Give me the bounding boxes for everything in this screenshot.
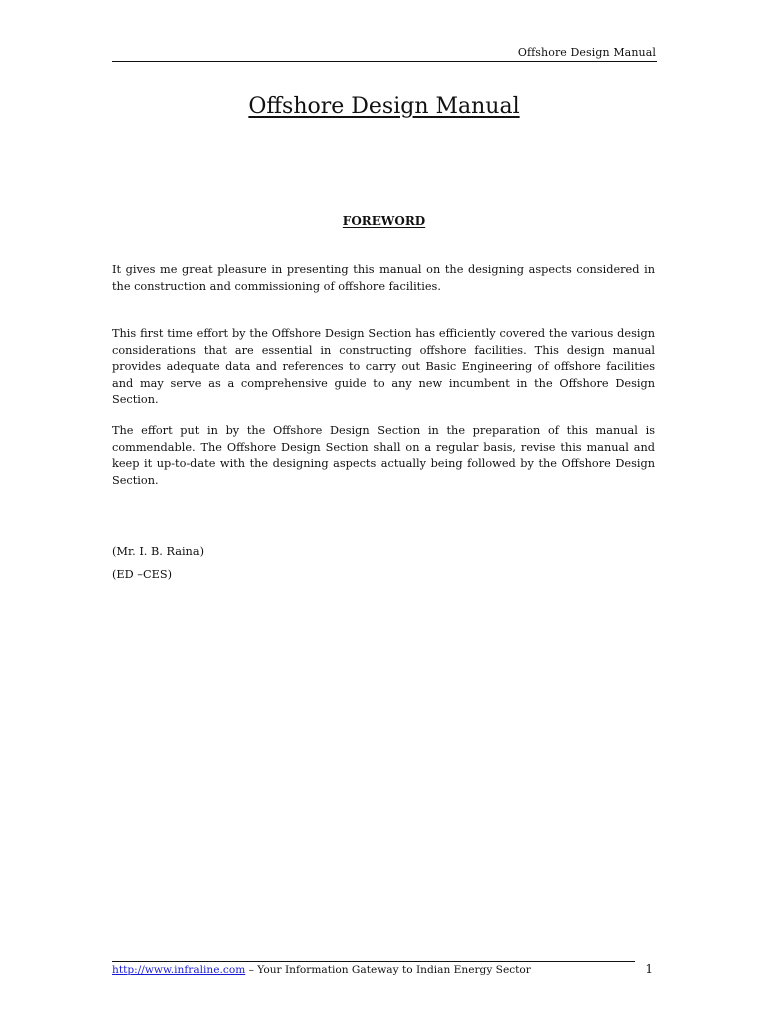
- page-number: 1: [645, 962, 653, 976]
- section-heading: FOREWORD: [342, 214, 426, 228]
- document-title: Offshore Design Manual: [248, 94, 520, 119]
- footer-tagline: – Your Information Gateway to Indian Energy Sector: [245, 964, 531, 976]
- footer: [112, 964, 531, 976]
- running-header: Offshore Design Manual: [517, 46, 656, 59]
- signature-name: (Mr. I. B. Raina): [112, 545, 204, 558]
- signature-title: (ED –CES): [112, 568, 172, 581]
- paragraph-3: The effort put in by the Offshore Design Section in the preparation of this manual is commendable. The Offshore Design Section shall on a regular basis, revise this manual and keep it up-to-date with the designing aspects actually being followed by the Offshore Design Section.: [112, 424, 655, 487]
- footer-link[interactable]: http://www.infraline.com: [112, 964, 246, 976]
- header-divider: [112, 61, 657, 62]
- paragraph-1: It gives me great pleasure in presenting this manual on the designing aspects considered in the construction and commissioning of offshore facilities.: [112, 263, 655, 293]
- paragraph-2: This first time effort by the Offshore Design Section has efficiently covered the various design considerations that are essential in constructing offshore facilities. This design manual provides adequate data and references to carry out Basic Engineering of offshore facilities and may serve as a comprehensive guide to any new incumbent in the Offshore Design Section.: [112, 327, 655, 406]
- footer-divider: [112, 961, 635, 962]
